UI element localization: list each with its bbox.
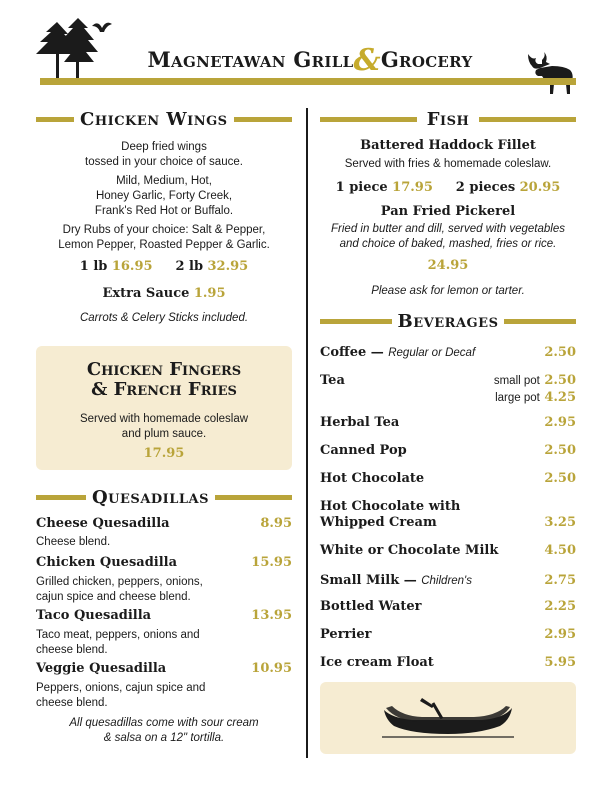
- beverage-tea: Tea small pot 2.50: [320, 373, 576, 388]
- wings-sizes: 1 lb 16.95 2 lb 32.95: [79, 259, 249, 274]
- chicken-fingers-box: [36, 346, 292, 470]
- ampersand: &: [353, 43, 381, 78]
- beverage-herbal-tea: Herbal Tea 2.95: [320, 415, 576, 430]
- chicken-fingers-price: 17.95: [143, 446, 185, 461]
- beverage-canned-pop: Canned Pop 2.50: [320, 443, 576, 458]
- eagle-icon: [92, 20, 112, 36]
- item-description: Taco meat, peppers, onions and cheese blend.: [36, 629, 200, 656]
- canoe-icon: [382, 696, 514, 740]
- section-title: Beverages: [397, 310, 499, 332]
- haddock-title: Battered Haddock Fillet: [360, 138, 536, 153]
- wings-extra-sauce: Extra Sauce 1.95: [102, 286, 226, 301]
- menu-header: [0, 0, 612, 100]
- heading-bar-right: [215, 495, 292, 500]
- beverage-ice-cream-float: Ice cream Float 5.95: [320, 655, 576, 670]
- quesadillas-heading: [36, 486, 292, 508]
- wings-dry-rubs: Dry Rubs of your choice: Salt & Pepper, Lemon Pepper, Roasted Pepper & Garlic.: [58, 224, 270, 251]
- fish-heading: [320, 108, 576, 130]
- quesadillas-note: All quesadillas come with sour cream & salsa on a 12" tortilla.: [69, 717, 259, 744]
- chicken-fingers-description: Served with homemade coleslaw and plum sauce.: [79, 413, 249, 440]
- heading-bar-left: [36, 117, 74, 122]
- header-gold-bar: [40, 78, 576, 85]
- section-title: Quesadillas: [92, 486, 210, 508]
- wings-note: Carrots & Celery Sticks included.: [79, 312, 249, 324]
- item-description: Peppers, onions, cajun spice and cheese blend.: [36, 682, 206, 709]
- pickerel-price: 24.95: [427, 258, 469, 273]
- beverage-tea-large: large pot 4.25: [495, 390, 576, 405]
- wings-sauces: Mild, Medium, Hot, Honey Garlic, Forty Creek, Frank's Red Hot or Buffalo.: [94, 175, 234, 217]
- beverages-heading: [320, 310, 576, 332]
- column-divider: [306, 108, 308, 758]
- menu-item-taco-quesadilla: Taco Quesadilla 13.95: [36, 608, 292, 623]
- chicken-wings-heading: [36, 108, 292, 130]
- beverage-whipped-name-line1: Hot Chocolate with: [320, 499, 461, 514]
- heading-bar-left: [36, 495, 86, 500]
- beverage-coffee: Coffee — Regular or Decaf 2.50: [320, 345, 576, 360]
- chicken-fingers-title: Chicken Fingers & French Fries: [86, 359, 242, 400]
- heading-bar-left: [320, 117, 417, 122]
- menu-item-cheese-quesadilla: Cheese Quesadilla 8.95: [36, 516, 292, 531]
- wings-description: Deep fried wings tossed in your choice of sauce.: [85, 141, 243, 168]
- beverage-milk: White or Chocolate Milk 4.50: [320, 543, 576, 558]
- moose-icon: [526, 52, 576, 96]
- beverage-small-milk: Small Milk — Children's 2.75: [320, 573, 576, 588]
- beverage-perrier: Perrier 2.95: [320, 627, 576, 642]
- item-description: Grilled chicken, peppers, onions, cajun spice and cheese blend.: [36, 576, 203, 603]
- section-title: Chicken Wings: [80, 108, 228, 130]
- beverage-hot-chocolate: Hot Chocolate 2.50: [320, 471, 576, 486]
- canoe-illustration-box: [320, 682, 576, 754]
- restaurant-title: Magnetawan Grill&Grocery: [147, 43, 473, 78]
- pickerel-description: Fried in butter and dill, served with vegetables and choice of baked, mashed, fries or rice.: [331, 223, 565, 250]
- heading-bar-left: [320, 319, 392, 324]
- item-description: Cheese blend.: [36, 536, 111, 548]
- heading-bar-right: [504, 319, 576, 324]
- pickerel-title: Pan Fried Pickerel: [380, 204, 516, 219]
- heading-bar-right: [479, 117, 576, 122]
- menu-item-chicken-quesadilla: Chicken Quesadilla 15.95: [36, 555, 292, 570]
- beverage-hot-chocolate-whipped: Whipped Cream 3.25: [320, 515, 576, 530]
- haddock-description: Served with fries & homemade coleslaw.: [344, 158, 552, 170]
- section-title: Fish: [426, 108, 470, 130]
- haddock-pieces: 1 piece 17.95 2 pieces 20.95: [335, 180, 561, 195]
- menu-item-veggie-quesadilla: Veggie Quesadilla 10.95: [36, 661, 292, 676]
- heading-bar-right: [234, 117, 292, 122]
- beverage-bottled-water: Bottled Water 2.25: [320, 599, 576, 614]
- fish-note: Please ask for lemon or tarter.: [371, 285, 525, 297]
